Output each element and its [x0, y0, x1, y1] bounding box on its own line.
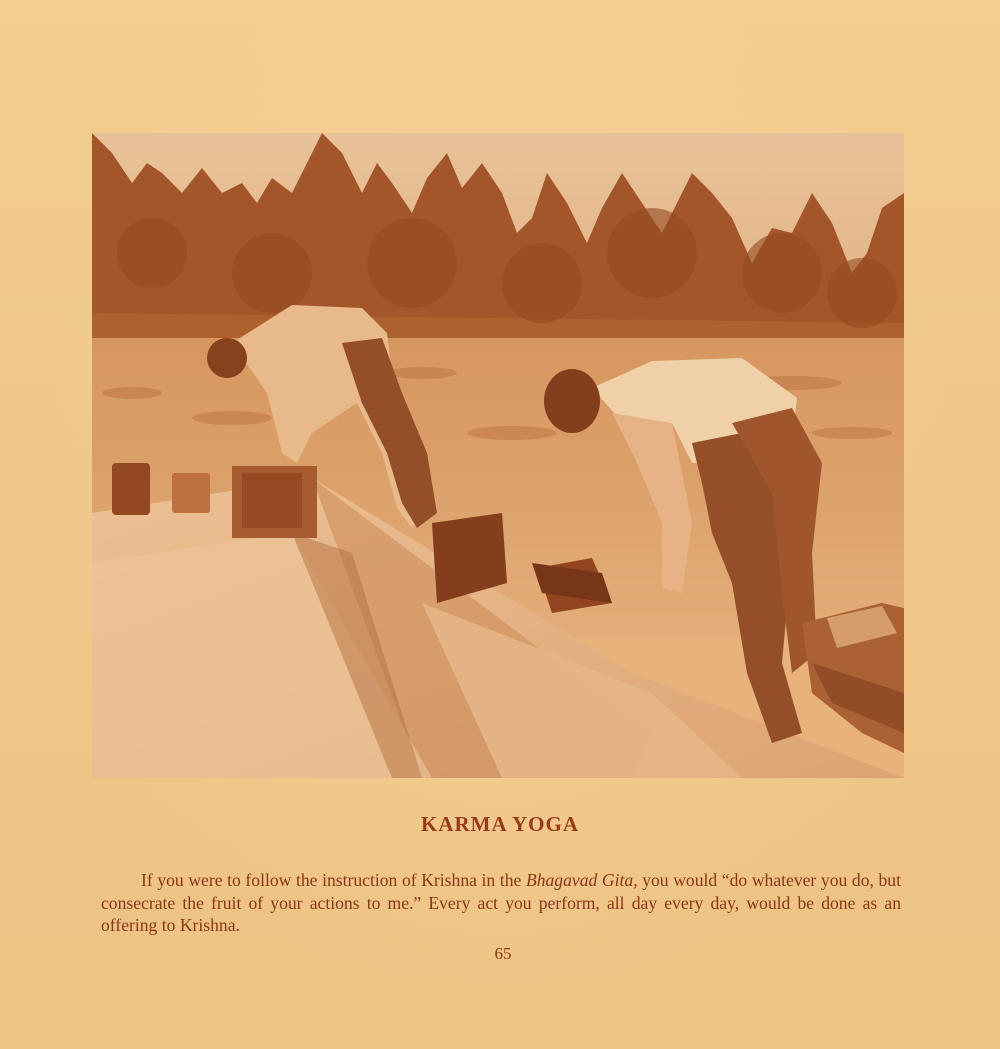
- paragraph-text-start: If you were to follow the instruction of Krishna in the: [141, 870, 526, 890]
- section-title: KARMA YOGA: [421, 812, 579, 836]
- photo-illustration: [92, 133, 904, 778]
- page-number: 65: [494, 944, 512, 963]
- photo-grain: [92, 133, 904, 778]
- book-title: Bhagavad Gita: [525, 870, 634, 890]
- paragraph-text-end: , you would “do whatever you do, but consecrate the fruit of your actions to me.” Every act you perform, all day every day, would be done as an offering to Krishna.: [101, 870, 901, 935]
- body-paragraph: [101, 869, 901, 937]
- photograph-men-building-adobe-wall: [92, 133, 904, 778]
